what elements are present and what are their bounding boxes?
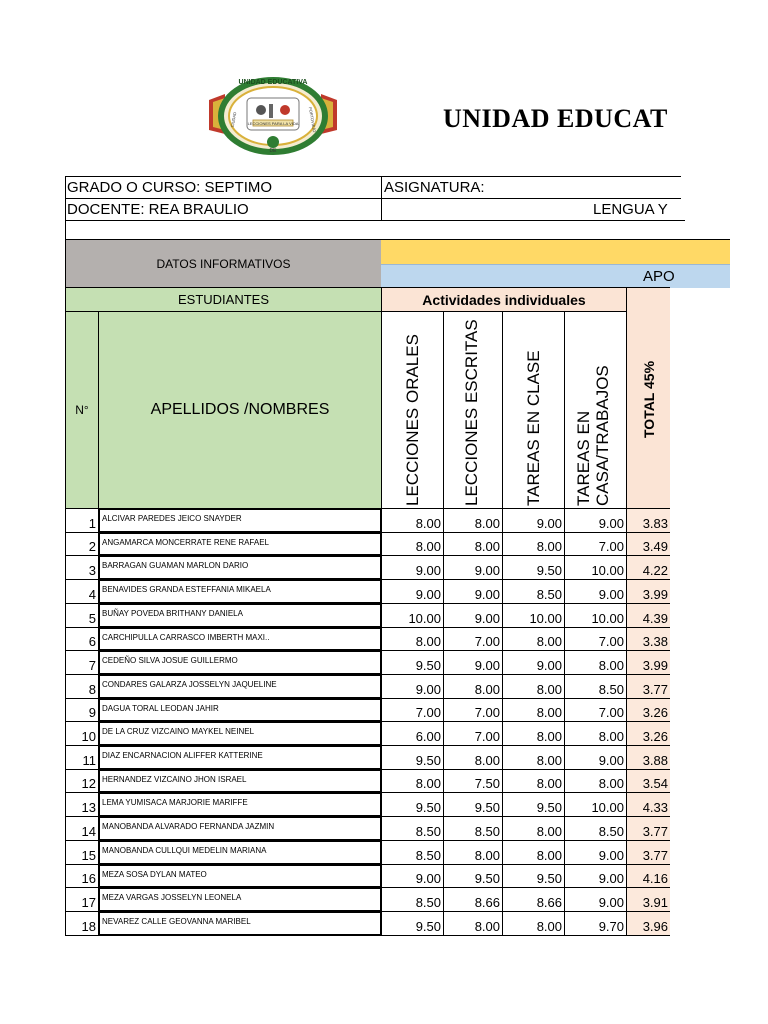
student-name: ALCIVAR PAREDES JEICO SNAYDER <box>98 508 382 533</box>
datos-informativos-label: DATOS INFORMATIVOS <box>156 256 291 271</box>
datos-informativos-header <box>65 239 382 288</box>
materia-label: LENGUA Y <box>593 201 668 218</box>
total-value: 3.54 <box>626 769 670 793</box>
blank-row <box>65 220 685 240</box>
row-number: 8 <box>65 674 99 699</box>
student-name: BENAVIDES GRANDA ESTEFFANIA MIKAELA <box>98 579 382 604</box>
tareas-casa-value: 10.00 <box>564 555 627 580</box>
lecciones-orales-value: 9.50 <box>381 650 444 675</box>
total-value: 3.26 <box>626 698 670 722</box>
tareas-clase-value: 9.50 <box>502 555 565 580</box>
col-lecciones-orales <box>381 311 444 509</box>
lecciones-orales-label: LECCIONES ORALES <box>403 334 422 506</box>
student-name: CARCHIPULLA CARRASCO IMBERTH MAXI.. <box>98 627 382 651</box>
student-name: MANOBANDA CULLQUI MEDELIN MARIANA <box>98 840 382 865</box>
actividades-label: Actividades individuales <box>422 291 586 308</box>
tareas-clase-value: 9.00 <box>502 508 565 533</box>
total-value: 3.83 <box>626 508 670 533</box>
student-name: CONDARES GALARZA JOSSELYN JAQUELINE <box>98 674 382 699</box>
lecciones-orales-value: 6.00 <box>381 721 444 746</box>
row-number: 5 <box>65 603 99 628</box>
row-number: 13 <box>65 792 99 817</box>
total-value: 4.22 <box>626 555 670 580</box>
lecciones-orales-value: 8.50 <box>381 887 444 912</box>
tareas-clase-value: 8.00 <box>502 627 565 651</box>
row-number: 16 <box>65 864 99 888</box>
tareas-clase-value: 8.00 <box>502 769 565 793</box>
tareas-casa-value: 7.00 <box>564 698 627 722</box>
tareas-clase-value: 8.66 <box>502 887 565 912</box>
apo-band <box>381 264 730 288</box>
student-name: LEMA YUMISACA MARJORIE MARIFFE <box>98 792 382 817</box>
apo-label: APO <box>643 268 675 285</box>
row-number: 18 <box>65 911 99 936</box>
col-lecciones-escritas <box>443 311 503 509</box>
total-value: 3.88 <box>626 745 670 770</box>
tareas-casa-value: 9.00 <box>564 840 627 865</box>
tareas-clase-value: 8.00 <box>502 698 565 722</box>
tareas-casa-value: 9.70 <box>564 911 627 936</box>
total-label: TOTAL 45% <box>641 360 657 438</box>
tareas-clase-label: TAREAS EN CLASE <box>524 350 543 506</box>
materia-cell <box>381 198 681 221</box>
asignatura-label: ASIGNATURA: <box>384 179 485 196</box>
grado-cell <box>65 176 382 199</box>
row-number: 11 <box>65 745 99 770</box>
lecciones-escritas-value: 8.00 <box>443 674 503 699</box>
tareas-casa-value: 9.00 <box>564 887 627 912</box>
row-number: 1 <box>65 508 99 533</box>
total-value: 4.33 <box>626 792 670 817</box>
n-label: N° <box>75 403 89 417</box>
student-name: DIAZ ENCARNACION ALIFFER KATTERINE <box>98 745 382 770</box>
student-name: MEZA SOSA DYLAN MATEO <box>98 864 382 888</box>
lecciones-orales-value: 9.50 <box>381 911 444 936</box>
lecciones-orales-value: 9.00 <box>381 864 444 888</box>
tareas-clase-value: 8.00 <box>502 911 565 936</box>
row-number: 2 <box>65 532 99 556</box>
total-value: 3.49 <box>626 532 670 556</box>
lecciones-escritas-value: 8.00 <box>443 508 503 533</box>
tareas-clase-value: 8.00 <box>502 816 565 841</box>
lecciones-orales-value: 9.00 <box>381 555 444 580</box>
tareas-casa-value: 10.00 <box>564 792 627 817</box>
student-name: BUÑAY POVEDA BRITHANY DANIELA <box>98 603 382 628</box>
svg-text:CIUDAD: CIUDAD <box>229 111 238 128</box>
tareas-clase-value: 9.50 <box>502 792 565 817</box>
tareas-casa-value: 9.00 <box>564 745 627 770</box>
asignatura-cell <box>381 176 681 199</box>
row-number: 17 <box>65 887 99 912</box>
lecciones-orales-value: 8.00 <box>381 532 444 556</box>
svg-text:UNIDAD EDUCATIVA: UNIDAD EDUCATIVA <box>238 79 308 86</box>
tareas-casa-value: 10.00 <box>564 603 627 628</box>
tareas-casa-value: 8.50 <box>564 674 627 699</box>
student-name: MANOBANDA ALVARADO FERNANDA JAZMIN <box>98 816 382 841</box>
student-name: DE LA CRUZ VIZCAINO MAYKEL NEINEL <box>98 721 382 746</box>
tareas-clase-value: 9.00 <box>502 650 565 675</box>
total-value: 4.16 <box>626 864 670 888</box>
tareas-clase-value: 8.00 <box>502 721 565 746</box>
lecciones-orales-value: 8.00 <box>381 627 444 651</box>
total-value: 3.77 <box>626 816 670 841</box>
lecciones-escritas-value: 8.50 <box>443 816 503 841</box>
lecciones-orales-value: 8.00 <box>381 508 444 533</box>
row-number: 6 <box>65 627 99 651</box>
tareas-casa-value: 9.00 <box>564 864 627 888</box>
total-value: 3.99 <box>626 579 670 604</box>
svg-text:DE: DE <box>269 148 277 154</box>
n-header <box>65 311 99 509</box>
tareas-casa-value: 9.00 <box>564 508 627 533</box>
docente-label: DOCENTE: REA BRAULIO <box>67 201 249 218</box>
school-title: UNIDAD EDUCAT <box>443 104 668 133</box>
lecciones-orales-value: 8.50 <box>381 840 444 865</box>
svg-text:PORTOVIEJO: PORTOVIEJO <box>307 106 318 133</box>
lecciones-escritas-value: 9.00 <box>443 579 503 604</box>
docente-cell <box>65 198 382 221</box>
tareas-clase-value: 8.50 <box>502 579 565 604</box>
student-name: NEVAREZ CALLE GEOVANNA MARIBEL <box>98 911 382 936</box>
tareas-casa-value: 7.00 <box>564 532 627 556</box>
lecciones-escritas-value: 9.50 <box>443 792 503 817</box>
tareas-clase-value: 8.00 <box>502 745 565 770</box>
tareas-casa-value: 8.00 <box>564 769 627 793</box>
total-value: 3.99 <box>626 650 670 675</box>
row-number: 7 <box>65 650 99 675</box>
lecciones-escritas-value: 7.00 <box>443 721 503 746</box>
lecciones-escritas-value: 9.00 <box>443 603 503 628</box>
row-number: 3 <box>65 555 99 580</box>
lecciones-escritas-value: 8.00 <box>443 840 503 865</box>
lecciones-orales-value: 9.50 <box>381 745 444 770</box>
lecciones-escritas-value: 8.66 <box>443 887 503 912</box>
tareas-clase-value: 8.00 <box>502 840 565 865</box>
tareas-clase-value: 8.00 <box>502 532 565 556</box>
svg-text:LECCIONES PARA LA VIDA: LECCIONES PARA LA VIDA <box>247 121 299 126</box>
tareas-clase-value: 9.50 <box>502 864 565 888</box>
tareas-casa-value: 8.00 <box>564 721 627 746</box>
total-value: 4.39 <box>626 603 670 628</box>
tareas-casa-value: 9.00 <box>564 579 627 604</box>
student-name: MEZA VARGAS JOSSELYN LEONELA <box>98 887 382 912</box>
lecciones-escritas-label: LECCIONES ESCRITAS <box>462 319 481 506</box>
lecciones-escritas-value: 9.00 <box>443 650 503 675</box>
lecciones-escritas-value: 7.50 <box>443 769 503 793</box>
lecciones-escritas-value: 7.00 <box>443 698 503 722</box>
total-value: 3.91 <box>626 887 670 912</box>
student-name: CEDEÑO SILVA JOSUE GUILLERMO <box>98 650 382 675</box>
lecciones-escritas-value: 9.00 <box>443 555 503 580</box>
total-value: 3.96 <box>626 911 670 936</box>
lecciones-escritas-value: 8.00 <box>443 745 503 770</box>
lecciones-orales-value: 9.00 <box>381 579 444 604</box>
grado-label: GRADO O CURSO: SEPTIMO <box>67 179 273 196</box>
tareas-casa-value: 8.50 <box>564 816 627 841</box>
col-tareas-casa <box>564 311 627 509</box>
lecciones-escritas-value: 9.50 <box>443 864 503 888</box>
total-header <box>626 287 670 509</box>
tareas-clase-value: 10.00 <box>502 603 565 628</box>
col-tareas-clase <box>502 311 565 509</box>
actividades-header <box>381 287 627 312</box>
lecciones-orales-value: 8.00 <box>381 769 444 793</box>
estudiantes-header <box>65 287 382 312</box>
estudiantes-label: ESTUDIANTES <box>177 292 269 307</box>
lecciones-orales-value: 9.00 <box>381 674 444 699</box>
row-number: 14 <box>65 816 99 841</box>
student-name: HERNANDEZ VIZCAINO JHON ISRAEL <box>98 769 382 793</box>
lecciones-escritas-value: 8.00 <box>443 532 503 556</box>
student-name: DAGUA TORAL LEODAN JAHIR <box>98 698 382 722</box>
lecciones-orales-value: 8.50 <box>381 816 444 841</box>
tareas-casa-label-b: CASA/TRABAJOS <box>593 365 612 506</box>
student-name: ANGAMARCA MONCERRATE RENE RAFAEL <box>98 532 382 556</box>
tareas-casa-value: 8.00 <box>564 650 627 675</box>
lecciones-orales-value: 10.00 <box>381 603 444 628</box>
row-number: 10 <box>65 721 99 746</box>
apellidos-label: APELLIDOS /NOMBRES <box>150 401 330 418</box>
total-value: 3.77 <box>626 674 670 699</box>
total-value: 3.77 <box>626 840 670 865</box>
row-number: 4 <box>65 579 99 604</box>
yellow-band <box>381 239 730 264</box>
student-name: BARRAGAN GUAMAN MARLON DARIO <box>98 555 382 580</box>
tareas-casa-value: 7.00 <box>564 627 627 651</box>
lecciones-escritas-value: 7.00 <box>443 627 503 651</box>
total-value: 3.38 <box>626 627 670 651</box>
total-value: 3.26 <box>626 721 670 746</box>
tareas-clase-value: 8.00 <box>502 674 565 699</box>
row-number: 15 <box>65 840 99 865</box>
row-number: 12 <box>65 769 99 793</box>
apellidos-header <box>98 311 382 509</box>
lecciones-escritas-value: 8.00 <box>443 911 503 936</box>
lecciones-orales-value: 9.50 <box>381 792 444 817</box>
row-number: 9 <box>65 698 99 722</box>
lecciones-orales-value: 7.00 <box>381 698 444 722</box>
tareas-casa-label-a: TAREAS EN <box>574 410 593 506</box>
